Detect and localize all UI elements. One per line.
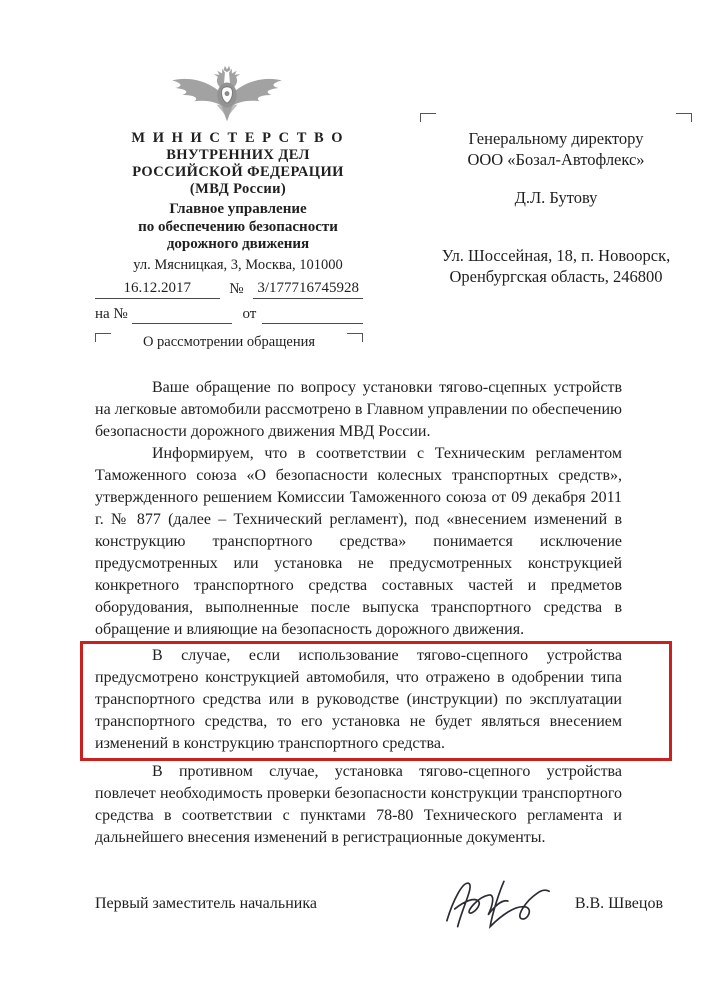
- letter-number: 3/177716745928: [253, 280, 363, 299]
- signer-position-title: Первый заместитель начальника: [95, 895, 317, 912]
- highlighted-paragraph: В случае, если использование тягово-сцепного устройства предусмотрено конструкцией автомобиля, что отражено в одобрении типа транспортного средства или в руководстве (инструкции) по эксплуатации транспортного средства, то его установка не будет являться внесением изменений в конструкцию транспортного средства.: [80, 641, 672, 761]
- recipient-title: Генеральному директору: [468, 129, 644, 148]
- handwritten-signature: [439, 873, 557, 935]
- body-paragraph: Информируем, что в соответствии с Техническим регламентом Таможенного союза «О безопасности колесных транспортных средств», утвержденного решением Комиссии Таможенного союза от 09 декабря 2011 г. № 877 (далее – Технический регламент), под «внесением изменений в конструкцию транспортного средства» понимается исключение предусмотренных или установка не предусмотренных конструкцией конкретного транспортного средства составных частей и предметов оборудования, выполненные после выпуска транспортного средства в обращение и влияющие на безопасность дорожного движения.: [95, 445, 622, 638]
- ministry-name-block: [86, 130, 390, 198]
- number-sign-label: №: [229, 281, 244, 297]
- ministry-line: ВНУТРЕННИХ ДЕЛ: [166, 147, 310, 163]
- from-blank-field: [262, 306, 363, 324]
- corner-mark-top-right: [347, 333, 363, 342]
- corner-mark-top-right: [676, 113, 692, 122]
- reference-row: [95, 306, 363, 324]
- department-line: по обеспечению безопасности: [138, 218, 338, 235]
- recipient-block: [420, 110, 692, 287]
- ministry-line: (МВД России): [189, 181, 287, 197]
- ministry-line: РОССИЙСКОЙ ФЕДЕРАЦИИ: [132, 164, 344, 180]
- body-paragraph: Ваше обращение по вопросу установки тягово-сцепных устройств на легковые автомобили рассмотрено в Главном управлении по обеспечению безопасности дорожного движения МВД России.: [95, 379, 622, 440]
- corner-mark-top-left: [420, 113, 436, 122]
- recipient-company: ООО «Бозал-Автофлекс»: [467, 150, 645, 169]
- subject-row: [95, 330, 363, 351]
- on-number-label: на №: [95, 306, 128, 322]
- signature-row: [95, 872, 663, 936]
- body-paragraph: В противном случае, установка тягово-сцепного устройства повлечет необходимость проверки безопасности конструкции транспортного средства в соответствии с пунктами 78-80 Технического регламента и дальнейшего внесения изменений в регистрационные документы.: [95, 763, 622, 846]
- sender-street-address: ул. Мясницкая, 3, Москва, 101000: [133, 257, 343, 273]
- letter-subject: О рассмотрении обращения: [142, 334, 316, 350]
- letter-date: 16.12.2017: [95, 280, 220, 299]
- from-label: от: [242, 306, 257, 322]
- department-line: Главное управление: [169, 201, 307, 217]
- recipient-person: Д.Л. Бутову: [514, 188, 598, 207]
- department-line: дорожного движения: [166, 236, 310, 252]
- recipient-address-line: Ул. Шоссейная, 18, п. Новоорск,: [441, 246, 671, 265]
- recipient-address-line: Оренбургская область, 246800: [449, 267, 663, 286]
- on-number-blank-field: [132, 306, 233, 324]
- letter-body: [95, 377, 622, 849]
- corner-mark-top-left: [95, 333, 111, 342]
- department-name-block: [86, 201, 390, 254]
- ministry-line: М И Н И С Т Е Р С Т В О: [131, 130, 345, 146]
- date-number-row: [95, 280, 363, 299]
- mvd-double-headed-eagle-icon: [168, 62, 286, 128]
- recipient-corner-marks: [420, 110, 692, 122]
- signer-name: В.В. Швецов: [574, 895, 663, 912]
